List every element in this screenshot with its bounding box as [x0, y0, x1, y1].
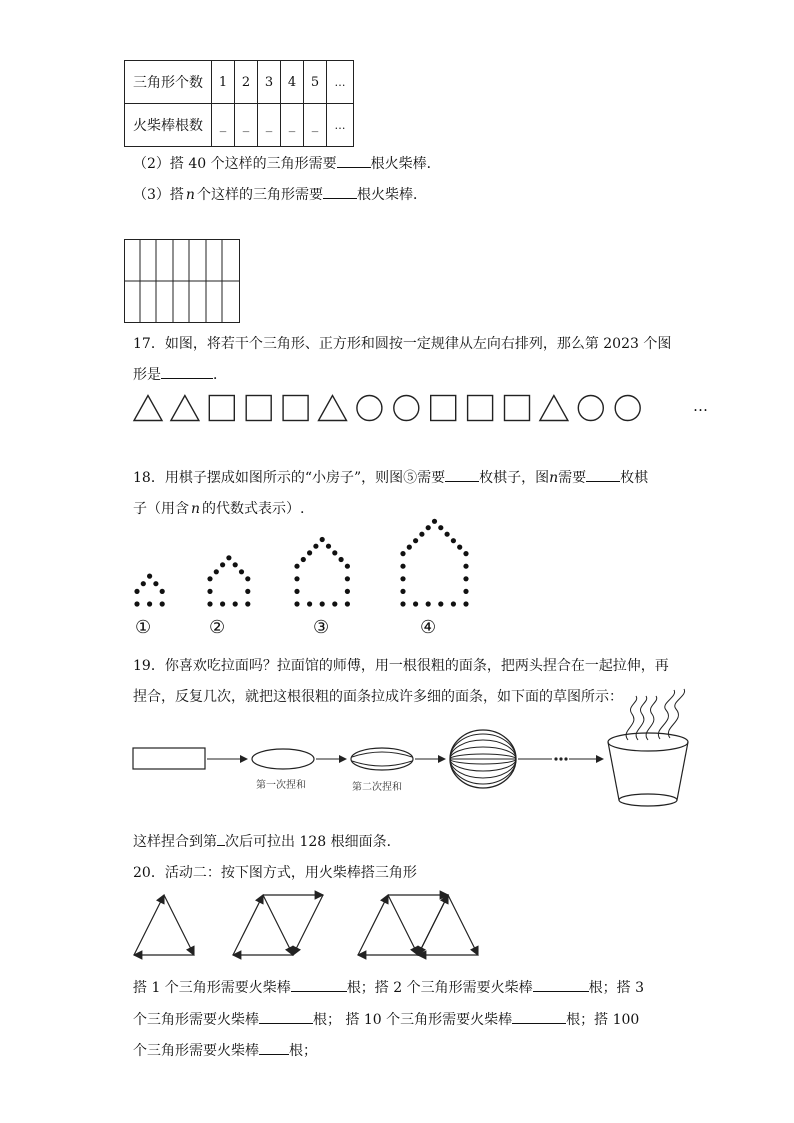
q19-line2: 捏合，反复几次，就把这根很粗的面条拉成许多细的面条，如下面的草图所示：	[133, 689, 623, 705]
table-cell: _	[304, 104, 327, 147]
caption-first-fold: 第一次捏和	[256, 780, 306, 791]
matchstick-arrow	[448, 895, 478, 955]
q16-part3: （3）搭 n 个这样的三角形需要 根火柴棒．	[133, 184, 427, 204]
q17-line2: 形是 ．	[133, 364, 227, 384]
matchstick-arrow	[134, 895, 164, 955]
caption-second-fold: 第二次捏和	[352, 782, 402, 793]
table-cell: _	[212, 104, 235, 147]
figure-label: ③	[313, 617, 330, 638]
matchstick-arrow	[263, 895, 293, 955]
answer-blank[interactable]	[533, 977, 589, 992]
q20-line3: 个三角形需要火柴棒 根； 搭 10 个三角形需要火柴棒 根；搭 100	[133, 1009, 639, 1029]
table-cell: 4	[281, 61, 304, 104]
q19-line1: 19．你喜欢吃拉面吗？拉面馆的师傅，用一根很粗的面条，把两头捏合在一起拉伸，再	[133, 658, 669, 674]
table-cell: 3	[258, 61, 281, 104]
q18-line2: 子（用含 n 的代数式表示）.	[133, 501, 305, 517]
table-cell: _	[235, 104, 258, 147]
matchstick-arrow	[358, 895, 388, 955]
answer-blank[interactable]	[291, 977, 347, 992]
answer-blank[interactable]	[512, 1009, 566, 1024]
answer-blank[interactable]	[259, 1009, 313, 1024]
q16-part2: （2）搭 40 个这样的三角形需要 根火柴棒．	[133, 153, 441, 173]
matchstick-arrow	[164, 895, 194, 955]
answer-blank[interactable]	[259, 1040, 289, 1055]
matchstick-arrow	[293, 895, 323, 955]
table-cell: …	[327, 61, 354, 104]
table-cell: _	[281, 104, 304, 147]
q18-line1: 18．用棋子摆成如图所示的“小房子”，则图⑤需要 枚棋子，图n需要 枚棋	[133, 467, 648, 487]
q17-text: 17．如图，将若干个三角形、正方形和圆按一定规律从左向右排列，那么第 2023 个图	[133, 336, 672, 352]
figure-label: ④	[420, 617, 437, 638]
figure-label: ①	[135, 617, 152, 638]
table-cell: 1	[212, 61, 235, 104]
q20-line4: 个三角形需要火柴棒 根；	[133, 1040, 317, 1060]
matchstick-arrow	[388, 895, 418, 955]
row2-header: 火柴棒根数	[125, 104, 212, 147]
matchstick-arrow	[418, 895, 448, 955]
q19-line3: 这样捏合到第 次后可拉出 128 根细面条．	[133, 831, 401, 851]
row1-header: 三角形个数	[125, 61, 212, 104]
sequence-ellipsis: …	[693, 397, 708, 415]
matchstick-arrow	[233, 895, 263, 955]
figure-label: ②	[209, 617, 226, 638]
q20-line1: 20．活动二：按下图方式，用火柴棒搭三角形	[133, 865, 417, 881]
table-cell: _	[258, 104, 281, 147]
table-cell: 5	[304, 61, 327, 104]
q20-line2: 搭 1 个三角形需要火柴棒 根；搭 2 个三角形需要火柴棒 根；搭 3	[133, 977, 644, 997]
table-cell: 2	[235, 61, 258, 104]
table-cell: …	[327, 104, 354, 147]
